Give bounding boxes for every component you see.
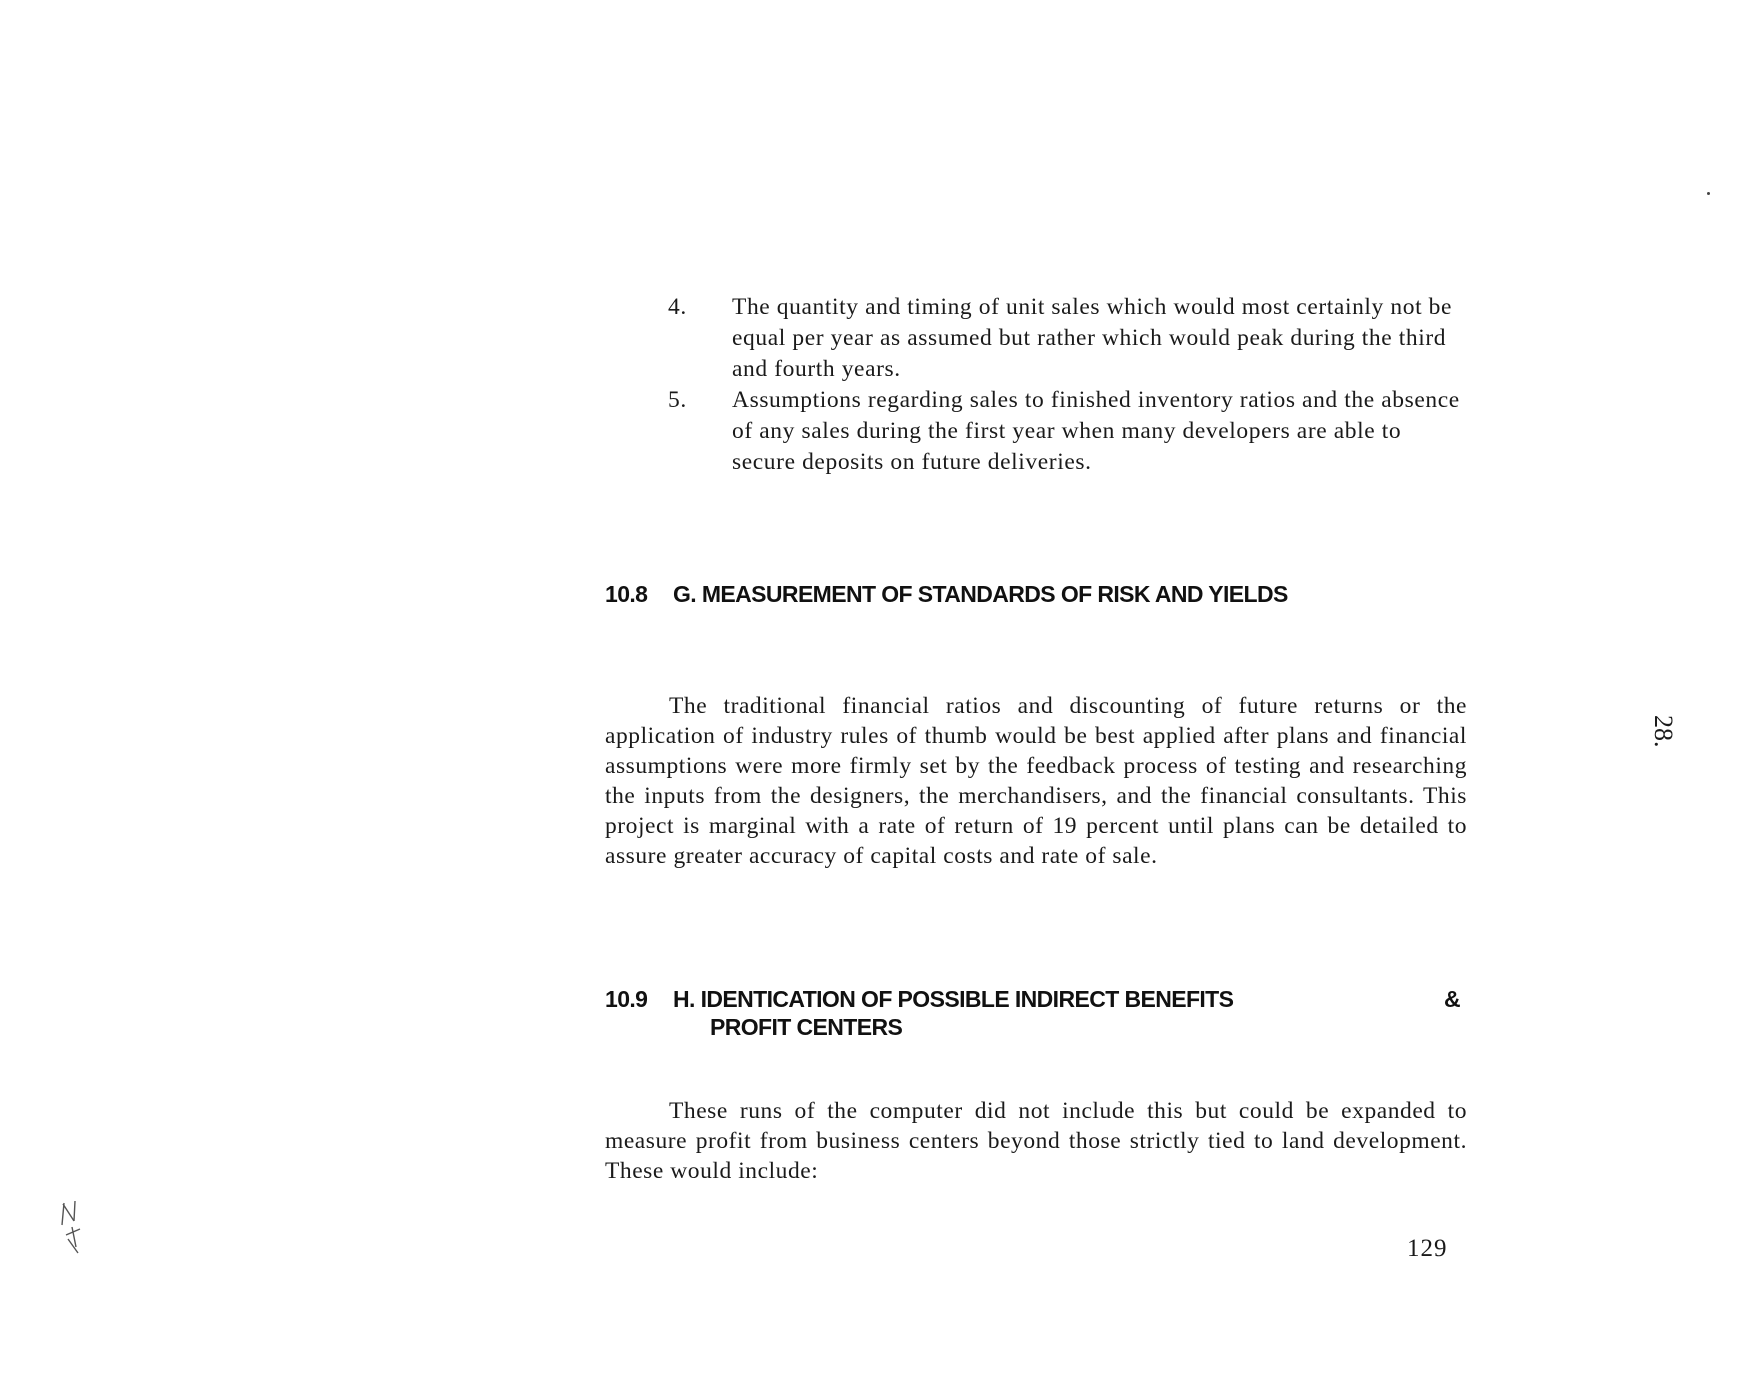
section-title-ampersand: & — [1444, 986, 1461, 1012]
list-item-number: 4. — [668, 294, 687, 320]
section-heading-g — [605, 580, 1405, 608]
section-title-line2: PROFIT CENTERS — [710, 1014, 903, 1040]
page-number: 129 — [1407, 1235, 1448, 1262]
section-number: 10.8 — [605, 581, 648, 607]
section-title: G. MEASUREMENT OF STANDARDS OF RISK AND YIELDS — [673, 581, 1288, 607]
handwritten-mark — [58, 1195, 88, 1255]
section-h-paragraph: These runs of the computer did not include this but could be expanded to measure profit from business centers beyond those strictly tied to land development. These would include: — [605, 1097, 1467, 1184]
list-item-text: The quantity and timing of unit sales which would most certainly not be equal per year as assumed but rather which would peak during the third and fourth years. — [732, 294, 1453, 382]
section-title-line1: H. IDENTICATION OF POSSIBLE INDIRECT BENEFITS — [673, 986, 1234, 1012]
numbered-list — [668, 292, 1468, 478]
section-number: 10.9 — [605, 986, 648, 1012]
list-item — [668, 385, 1468, 478]
margin-page-number: 28. — [1649, 715, 1678, 748]
list-item-text: Assumptions regarding sales to finished inventory ratios and the absence of any sales during the first year when many developers are able to secure deposits on future deliveries. — [732, 387, 1460, 475]
list-item — [668, 292, 1468, 385]
section-heading-h — [605, 985, 1475, 1041]
section-g-paragraph: The traditional financial ratios and discounting of future returns or the application of industry rules of thumb would be best applied after plans and financial assumptions were more firmly set by the feedback process of testing and researching the inputs from the designers, the merchandisers, and the financial consultants. This project is marginal with a rate of return of 19 percent until plans can be detailed to assure greater accuracy of capital costs and rate of sale. — [605, 692, 1467, 869]
list-item-number: 5. — [668, 387, 687, 413]
scan-speck — [1707, 192, 1710, 195]
